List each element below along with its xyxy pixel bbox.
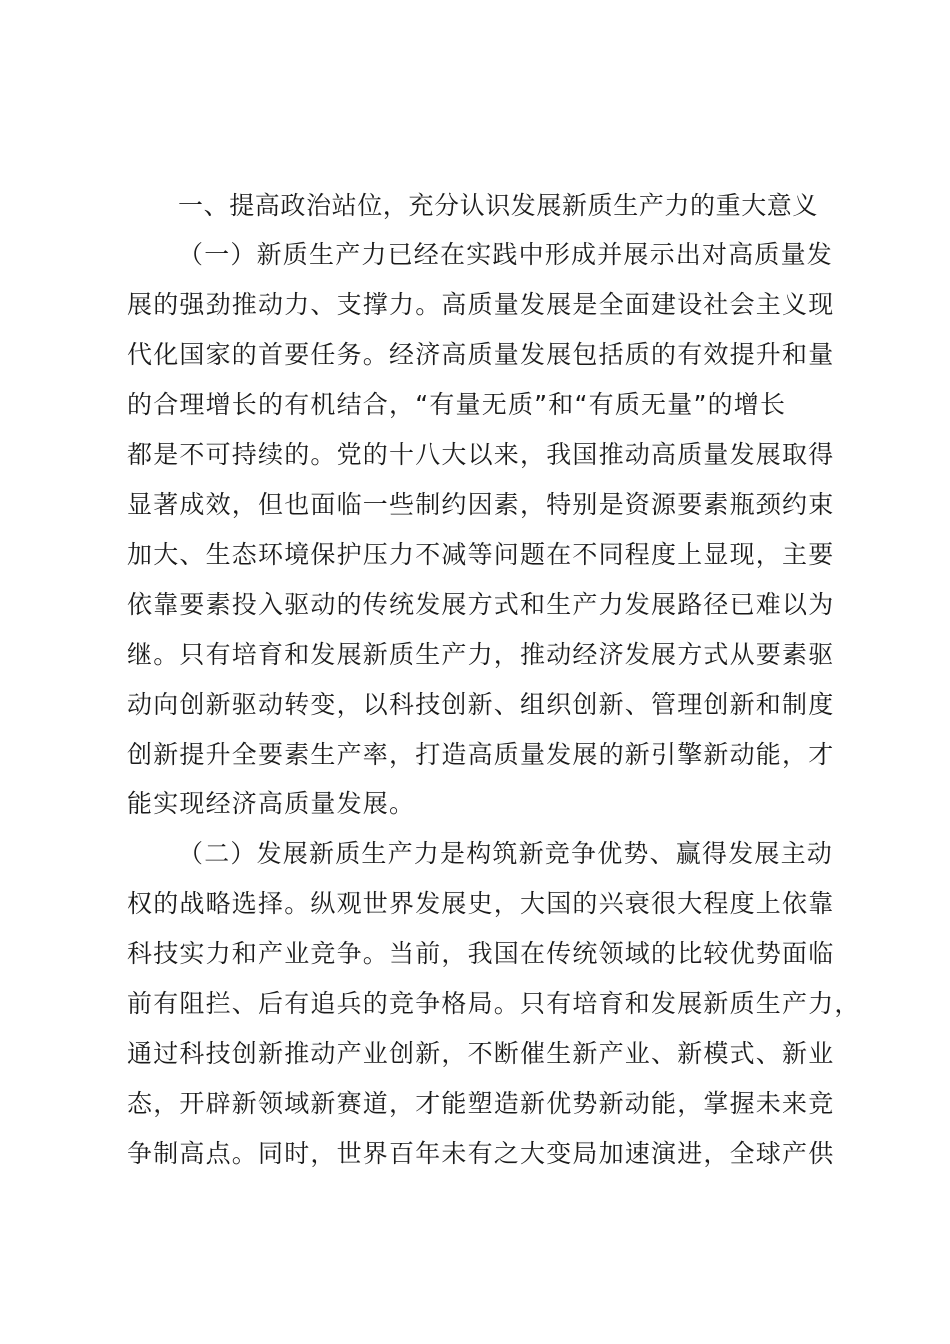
section-heading: 一、提高政治站位，充分认识发展新质生产力的重大意义 xyxy=(178,191,819,220)
paragraph-1-line: 创新提升全要素生产率，打造高质量发展的新引擎新动能，才 xyxy=(127,740,835,769)
paragraph-2-line: 科技实力和产业竞争。当前，我国在传统领域的比较优势面临 xyxy=(127,939,835,968)
paragraph-1-line: 的合理增长的有机结合，“有量无质”和“有质无量”的增长 xyxy=(127,390,787,419)
paragraph-1-line: 能实现经济高质量发展。 xyxy=(127,789,416,818)
paragraph-1-line: 代化国家的首要任务。经济高质量发展包括质的有效提升和量 xyxy=(127,340,835,369)
paragraph-2-line: 态，开辟新领域新赛道，才能塑造新优势新动能，掌握未来竞 xyxy=(127,1089,835,1118)
paragraph-2-line: 争制高点。同时，世界百年未有之大变局加速演进，全球产供 xyxy=(127,1139,835,1168)
paragraph-1-line: （一）新质生产力已经在实践中形成并展示出对高质量发 xyxy=(178,240,834,269)
paragraph-2-line: 前有阻拦、后有追兵的竞争格局。只有培育和发展新质生产力， xyxy=(127,989,861,1018)
paragraph-1-line: 加大、生态环境保护压力不减等问题在不同程度上显现，主要 xyxy=(127,540,835,569)
paragraph-1-line: 都是不可持续的。党的十八大以来，我国推动高质量发展取得 xyxy=(127,440,835,469)
paragraph-1-line: 动向创新驱动转变，以科技创新、组织创新、管理创新和制度 xyxy=(127,690,835,719)
paragraph-1-line: 展的强劲推动力、支撑力。高质量发展是全面建设社会主义现 xyxy=(127,290,835,319)
paragraph-1-line: 继。只有培育和发展新质生产力，推动经济发展方式从要素驱 xyxy=(127,640,835,669)
paragraph-2-line: 权的战略选择。纵观世界发展史，大国的兴衰很大程度上依靠 xyxy=(127,889,835,918)
paragraph-1-line: 依靠要素投入驱动的传统发展方式和生产力发展路径已难以为 xyxy=(127,590,835,619)
paragraph-1-line: 显著成效，但也面临一些制约因素，特别是资源要素瓶颈约束 xyxy=(127,490,835,519)
paragraph-2-line: 通过科技创新推动产业创新，不断催生新产业、新模式、新业 xyxy=(127,1039,835,1068)
paragraph-2-line: （二）发展新质生产力是构筑新竞争优势、赢得发展主动 xyxy=(178,839,834,868)
